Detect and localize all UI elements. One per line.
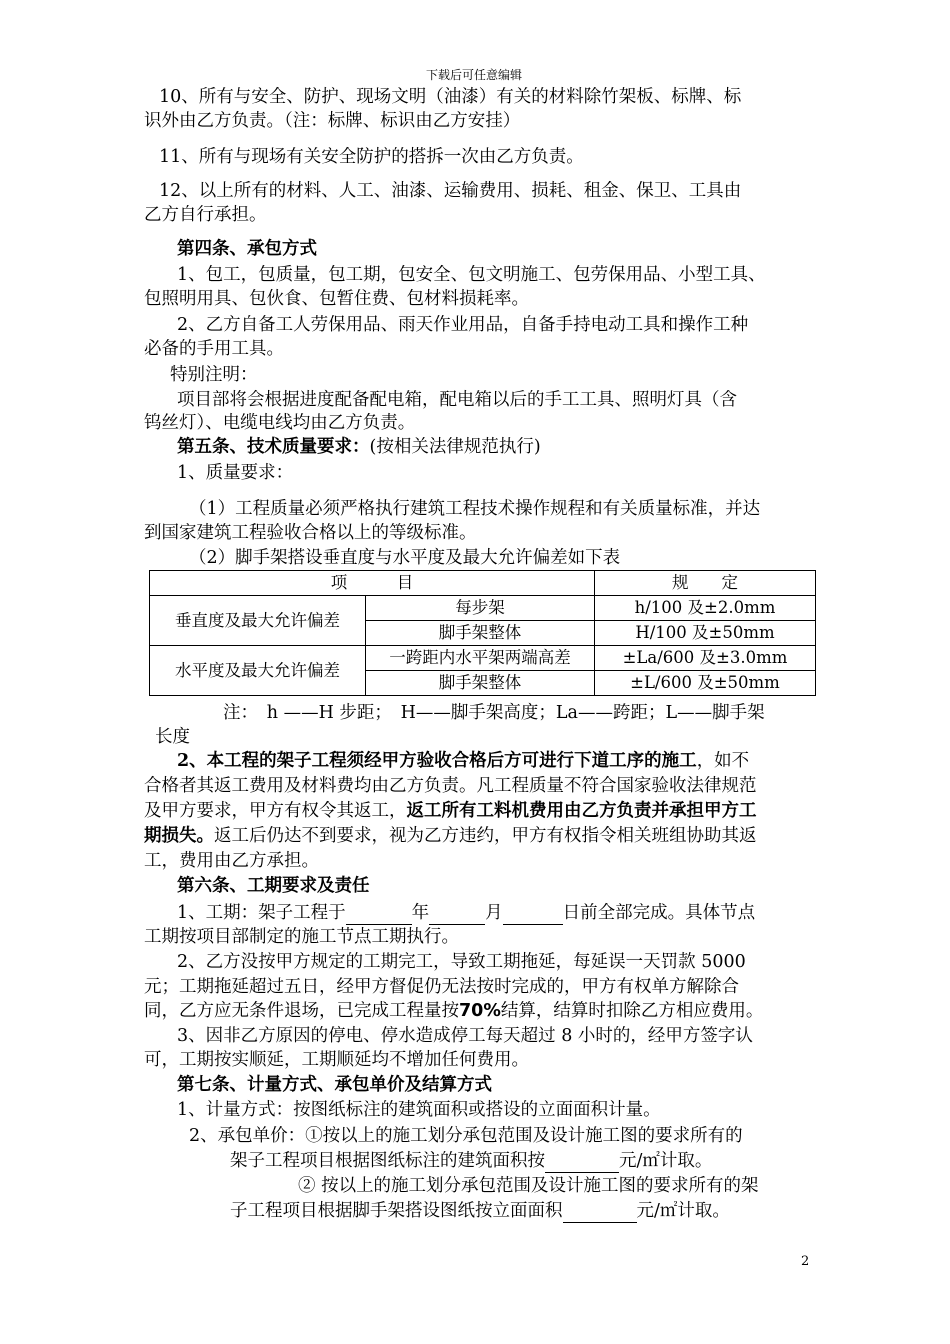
year-blank[interactable] — [346, 904, 412, 925]
area-price-unit: 元/㎡计取。 — [619, 1151, 713, 1171]
article-4-p1-line-2: 包照明用具、包伙食、包暂住费、包材料损耗率。 — [144, 289, 529, 309]
article-4-p1-line-1: 1、包工，包质量，包工期，包安全、包文明施工、包劳保用品、小型工具、 — [177, 265, 766, 285]
table-group-vertical: 垂直度及最大允许偏差 — [150, 596, 366, 646]
article-6-p3-line-1: 3、因非乙方原因的停电、停水造成停工每天超过 8 小时的，经甲方签字认 — [177, 1026, 753, 1046]
page-header: 下载后可任意编辑 — [426, 68, 523, 82]
article-7-p3-line-1: ② 按以上的施工划分承包范围及设计施工图的要求所有的架 — [298, 1176, 759, 1196]
article-7-title: 第七条、计量方式、承包单价及结算方式 — [177, 1075, 492, 1095]
clause-12-line-1: 12、以上所有的材料、人工、油漆、运输费用、损耗、租金、保卫、工具由 — [159, 181, 742, 201]
table-cell-item: 每步架 — [366, 596, 595, 621]
clause-12-line-2: 乙方自行承担。 — [144, 205, 267, 225]
article-6-title: 第六条、工期要求及责任 — [177, 876, 370, 896]
table-group-horizontal: 水平度及最大允许偏差 — [150, 646, 366, 696]
article-5-title-main: 第五条、技术质量要求： — [177, 437, 370, 457]
facade-price-unit: 元/㎡计取。 — [636, 1201, 730, 1221]
table-cell-spec: H/100 及±50mm — [595, 621, 816, 646]
special-note-line-1: 项目部将会根据进度配备配电箱，配电箱以后的手工工具、照明灯具（含 — [177, 390, 737, 410]
schedule-tail: 日前全部完成。具体节点 — [562, 903, 756, 923]
acceptance-requirement-tail: ，如不 — [696, 751, 750, 771]
table-note-line-2: 长度 — [155, 727, 190, 747]
special-note-line-2: 钨丝灯）、电缆电线均由乙方负责。 — [144, 413, 416, 433]
article-6-p1-line-2: 工期按项目部制定的施工节点工期执行。 — [144, 927, 459, 947]
quality-req-2: （2）脚手架搭设垂直度与水平度及最大允许偏差如下表 — [189, 548, 621, 568]
month-blank[interactable] — [429, 904, 485, 925]
acceptance-requirement-bold: 2、本工程的架子工程须经甲方验收合格后方可进行下道工序的施工 — [177, 751, 697, 771]
month-label: 月 — [485, 903, 503, 923]
unit-price-blank-2[interactable] — [563, 1202, 637, 1223]
table-header-spec: 规 定 — [595, 571, 816, 596]
rework-text: 及甲方要求，甲方有权令其返工， — [144, 801, 407, 821]
special-note-title: 特别注明： — [170, 365, 258, 385]
article-6-p3-line-2: 可，工期按实顺延，工期顺延均不增加任何费用。 — [144, 1050, 529, 1070]
article-4-title: 第四条、承包方式 — [177, 239, 317, 259]
article-4-p2-line-1: 2、乙方自备工人劳保用品、雨天作业用品，自备手持电动工具和操作工种 — [177, 315, 749, 335]
quality-req-1-line-1: （1）工程质量必须严格执行建筑工程技术操作规程和有关质量标准，并达 — [189, 499, 761, 519]
clause-10-line-2: 识外由乙方负责。（注：标牌、标识由乙方安挂） — [144, 111, 521, 131]
article-5-p2-line-5: 工，费用由乙方承担。 — [144, 851, 319, 871]
table-cell-item: 一跨距内水平架两端高差 — [366, 646, 595, 671]
table-cell-spec: h/100 及±2.0mm — [595, 596, 816, 621]
day-blank[interactable] — [503, 904, 563, 925]
table-header-row — [150, 571, 816, 596]
table-cell-item: 脚手架整体 — [366, 671, 595, 696]
page-number: 2 — [801, 1254, 810, 1269]
article-6-p2-line-1: 2、乙方没按甲方规定的工期完工，导致工期拖延，每延误一天罚款 5000 — [177, 952, 746, 972]
article-7-p1: 1、计量方式：按图纸标注的建筑面积或搭设的立面面积计量。 — [177, 1100, 661, 1120]
table-cell-item: 脚手架整体 — [366, 621, 595, 646]
article-5-p2-line-1 — [177, 750, 749, 773]
settlement-tail: 结算，结算时扣除乙方相应费用。 — [500, 1001, 764, 1021]
year-label: 年 — [411, 903, 430, 923]
table-cell-spec: ±L/600 及±50mm — [595, 671, 816, 696]
rework-failure-text: 返工后仍达不到要求，视为乙方违约，甲方有权指令相关班组协助其返 — [214, 826, 757, 846]
article-5-title — [177, 436, 541, 459]
article-6-p2-line-3 — [144, 1000, 763, 1023]
article-5-p2-line-3 — [144, 800, 757, 823]
clause-11: 11、所有与现场有关安全防护的搭拆一次由乙方负责。 — [159, 147, 584, 167]
article-5-p2-line-4 — [144, 825, 757, 848]
article-7-p2-line-2 — [230, 1150, 712, 1173]
schedule-loss-bold: 期损失。 — [144, 826, 214, 846]
article-5-title-suffix: (按相关法律规范执行) — [369, 437, 541, 457]
article-6-p1-line-1 — [177, 902, 755, 925]
clause-10-line-1: 10、所有与安全、防护、现场文明（油漆）有关的材料除竹架板、标牌、标 — [159, 87, 742, 107]
article-5-p2-line-2: 合格者其返工费用及材料费均由乙方负责。凡工程质量不符合国家验收法律规范 — [144, 776, 757, 796]
quality-req-title: 1、质量要求： — [177, 463, 294, 483]
table-row — [150, 646, 816, 671]
settlement-percent: 70% — [459, 1001, 501, 1021]
deviation-table — [149, 570, 816, 696]
table-row — [150, 596, 816, 621]
rework-cost-bold: 返工所有工料机费用由乙方负责并承担甲方工 — [406, 801, 757, 821]
table-note-line-1: 注： h ——H 步距； H——脚手架高度；La——跨距；L——脚手架 — [223, 703, 765, 723]
article-6-p2-line-2: 元；工期拖延超过五日，经甲方督促仍无法按时完成的，甲方有权单方解除合 — [144, 977, 739, 997]
unit-price-blank-1[interactable] — [545, 1152, 619, 1173]
article-7-p3-line-2 — [230, 1200, 730, 1223]
table-cell-spec: ±La/600 及±3.0mm — [595, 646, 816, 671]
facade-price-lead: 子工程项目根据脚手架搭设图纸按立面面积 — [230, 1201, 563, 1221]
article-4-p2-line-2: 必备的手用工具。 — [144, 339, 284, 359]
settlement-lead: 同，乙方应无条件退场，已完成工程量按 — [144, 1001, 459, 1021]
table-header-item: 项 目 — [150, 571, 595, 596]
article-7-p2-line-1: 2、承包单价：①按以上的施工划分承包范围及设计施工图的要求所有的 — [189, 1126, 743, 1146]
quality-req-1-line-2: 到国家建筑工程验收合格以上的等级标准。 — [144, 523, 477, 543]
schedule-lead: 1、工期：架子工程于 — [177, 903, 346, 923]
area-price-lead: 架子工程项目根据图纸标注的建筑面积按 — [230, 1151, 545, 1171]
